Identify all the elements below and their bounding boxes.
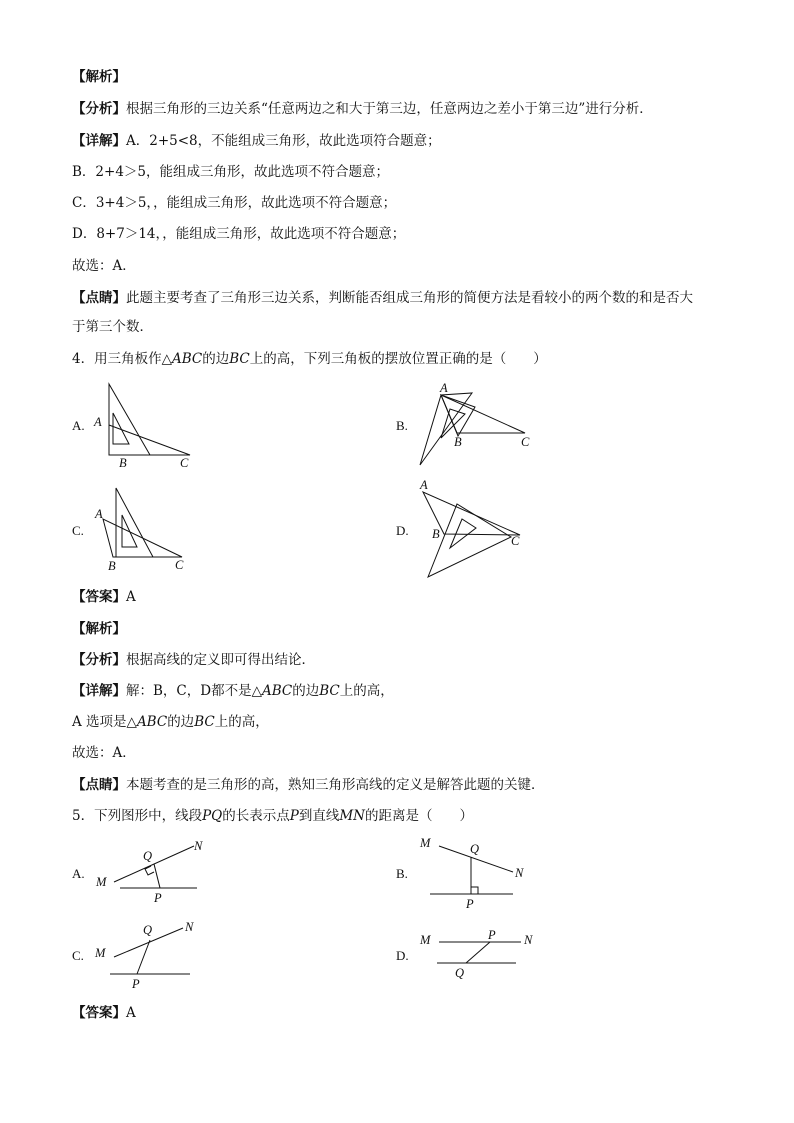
- label-p: P: [488, 928, 496, 942]
- label-a: A: [94, 415, 102, 429]
- label-q: Q: [455, 966, 465, 980]
- label-p: P: [154, 891, 162, 905]
- q4-comment-line: 【点睛】本题考查的是三角形的高，熟知三角形高线的定义是解答此题的关键．: [72, 777, 545, 793]
- q3-detail-line-d: D．8+7＞14，，能组成三角形，故此选项不符合题意；: [72, 226, 406, 242]
- label-c: C: [180, 456, 189, 470]
- label-m: M: [96, 875, 107, 889]
- label-b: B: [454, 435, 462, 449]
- q3-analysis-line: 【分析】根据三角形的三边关系“任意两边之和大于第三边，任意两边之差小于第三边”进行分析．: [72, 101, 653, 117]
- q4-detail-line-2: A 选项是△ABC的边BC上的高，: [72, 714, 269, 730]
- label-a: A: [440, 381, 448, 395]
- q3-jiexi-heading: 【解析】: [72, 69, 126, 85]
- q4-detail-line-1: 【详解】解：B，C，D都不是△ABC的边BC上的高，: [72, 683, 394, 699]
- q5-answer-line: 【答案】A: [72, 1005, 136, 1021]
- q3-comment-line-2: 于第三个数．: [72, 319, 153, 335]
- q5-option-a-label: A.: [72, 866, 85, 881]
- label-a: A: [420, 478, 428, 492]
- label-b: B: [119, 456, 127, 470]
- label-p: P: [132, 977, 140, 991]
- q3-detail-line-a: 【详解】A．2+5<8，不能组成三角形，故此选项符合题意；: [72, 133, 441, 149]
- q5-option-c-label: C.: [72, 948, 84, 963]
- q5-option-b-label: B.: [396, 866, 408, 881]
- label-a: A: [95, 507, 103, 521]
- q4-option-c-label: C.: [72, 523, 84, 538]
- label-m: M: [420, 836, 431, 850]
- q4-option-a-label: A.: [72, 418, 85, 433]
- label-c: C: [511, 534, 520, 548]
- q5-stem: 5．下列图形中，线段PQ的长表示点P到直线MN的距离是（ ）: [72, 808, 473, 824]
- label-c: C: [175, 558, 184, 572]
- label-m: M: [420, 933, 431, 947]
- q4-analysis-line: 【分析】根据高线的定义即可得出结论．: [72, 652, 315, 668]
- label-q: Q: [143, 849, 153, 863]
- label-b: B: [432, 527, 440, 541]
- label-n: N: [194, 839, 203, 853]
- q4-stem: 4．用三角板作△ABC的边BC上的高，下列三角板的摆放位置正确的是（ ）: [72, 351, 547, 367]
- q4-choice-line: 故选：A．: [72, 745, 136, 761]
- label-c: C: [521, 435, 530, 449]
- label-p: P: [466, 897, 474, 911]
- q3-choice-line: 故选：A．: [72, 258, 136, 274]
- label-m: M: [95, 946, 106, 960]
- label-n: N: [185, 920, 194, 934]
- segment-pq: [466, 942, 490, 963]
- label-n: N: [524, 933, 533, 947]
- label-q: Q: [470, 842, 480, 856]
- q5-option-d-label: D.: [396, 948, 409, 963]
- q4-answer-line: 【答案】A: [72, 589, 136, 605]
- q3-detail-line-b: B．2+4＞5，能组成三角形，故此选项不符合题意；: [72, 164, 389, 180]
- q4-option-b-label: B.: [396, 418, 408, 433]
- label-n: N: [515, 866, 524, 880]
- q3-comment-line-1: 【点睛】此题主要考查了三角形三边关系，判断能否组成三角形的简便方法是看较小的两个数的和是否大: [72, 290, 693, 306]
- q3-detail-line-c: C．3+4＞5，，能组成三角形，故此选项不符合题意；: [72, 195, 397, 211]
- label-b: B: [108, 559, 116, 573]
- q4-option-d-label: D.: [396, 523, 409, 538]
- label-q: Q: [143, 923, 153, 937]
- q4-jiexi-heading: 【解析】: [72, 621, 126, 637]
